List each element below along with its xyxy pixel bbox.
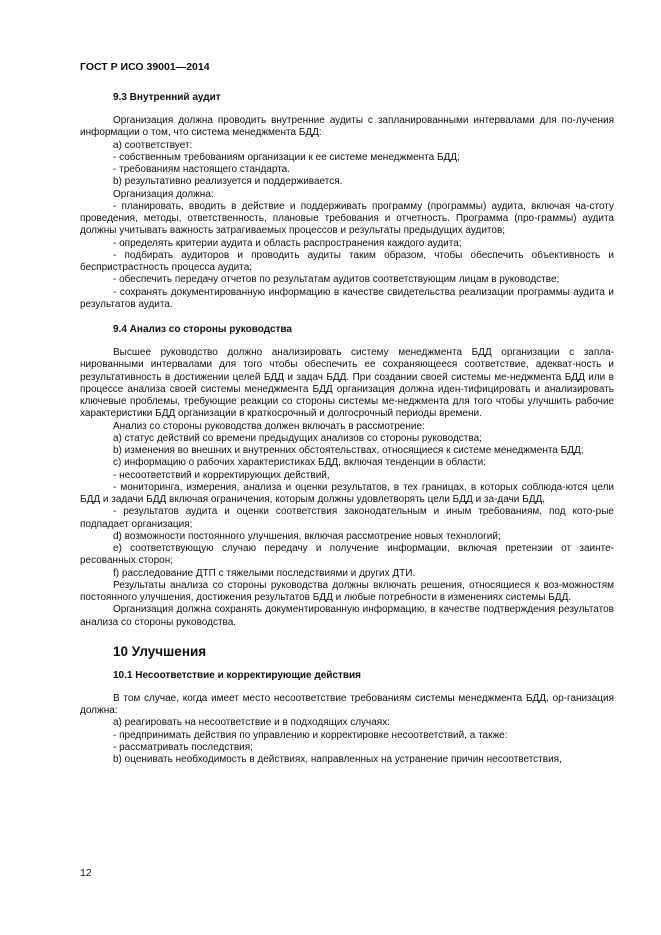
section-9-4-title: 9.4 Анализ со стороны руководства: [113, 324, 292, 335]
paragraph: - мониторинга, измерения, анализа и оценки результатов, в тех границах, в которых соблюда-ются цели БДД и задачи БДД включая ограничения, которым должны удовлетворять цели БДД и за-дачи БДД,: [80, 481, 614, 505]
paragraph: e) соответствующую случаю передачу и получение информации, включая претензии от заинте-ресованных сторон;: [80, 543, 614, 567]
paragraph: Анализ со стороны руководства должен включать в рассмотрение:: [113, 420, 425, 432]
paragraph: - предпринимать действия по управлению и корректировке несоответствий, а также:: [113, 729, 508, 741]
section-9-3-title: 9.3 Внутренний аудит: [113, 92, 221, 103]
paragraph: Высшее руководство должно анализировать систему менеджмента БДД организации с запла-нированными интервалами для того чтобы обеспечить ее сохраняющееся соответствие, адекват-ность и результативность в достижении целей БДД и задач БДД. При создании своей системы ме-неджмента БДД или в процессе анализа своей системы менеджмента БДД организация должна иден-тифицировать и анализировать ключевые проблемы, требующие реакции со стороны системы ме-неджмента для того чтобы улучшить рабочие характеристики БДД организации в краткосрочный и долгосрочный периоды времени.: [80, 347, 614, 420]
paragraph: Результаты анализа со стороны руководства должны включать решения, относящиеся к воз-можностям постоянного улучшения, достижения результатов БДД и любые потребности в изменениях системы БДД.: [80, 579, 614, 603]
paragraph: - обеспечить передачу отчетов по результатам аудитов соответствующим лицам в руководстве;: [113, 274, 560, 286]
paragraph: - сохранять документированную информацию в качестве свидетельства реализации программы аудита и результатов аудита.: [80, 286, 614, 310]
paragraph: - требованиям настоящего стандарта.: [113, 164, 290, 175]
paragraph: d) возможности постоянного улучшения, включая рассмотрение новых технологий;: [113, 530, 501, 542]
paragraph: Организация должна:: [113, 188, 214, 200]
paragraph: - рассматривать последствия;: [113, 741, 253, 753]
paragraph: b) результативно реализуется и поддерживается.: [113, 176, 343, 188]
section-10-title: 10 Улучшения: [113, 643, 207, 659]
paragraph: - подбирать аудиторов и проводить аудиты таким образом, чтобы обеспечить объективность и беспристрастность процесса аудита;: [80, 249, 614, 273]
paragraph: - определять критерии аудита и область распространения каждого аудита;: [113, 237, 462, 249]
paragraph: а) статус действий со времени предыдущих анализов со стороны руководства;: [113, 432, 482, 444]
page-number: 12: [80, 867, 92, 879]
paragraph: Организация должна проводить внутренние аудиты с запланированными интервалами для по-лучения информации о том, что система менеджмента БДД:: [80, 115, 614, 139]
paragraph: - планировать, вводить в действие и поддерживать программу (программы) аудита, включая ча-стоту проведения, методы, ответственность, плановые требования и отчетность. Программа (про-граммы) аудита должны учитывать важность затрагиваемых процессов и результаты предыдущих аудитов;: [80, 200, 614, 237]
paragraph: - результатов аудита и оценки соответствия законодательным и иным требованиям, под кото-рые подпадает организация;: [80, 506, 614, 530]
document-body: [80, 91, 614, 766]
paragraph: - несоответствий и корректирующих действий,: [113, 469, 330, 481]
paragraph: b) изменения во внешних и внутренних обстоятельствах, относящиеся к системе менеджмента БДД;: [113, 445, 584, 456]
paragraph: а) реагировать на несоответствие и в подходящих случаях:: [113, 717, 390, 729]
section-10-1-title: 10.1 Несоответствие и корректирующие действия: [113, 669, 362, 681]
paragraph: - собственным требованиям организации к ее системе менеджмента БДД;: [113, 151, 460, 163]
paragraph: В том случае, когда имеет место несоответствие требованиям системы менеджмента БДД, ор-ганизация должна:: [80, 692, 614, 716]
paragraph: а) соответствует:: [113, 139, 193, 151]
paragraph: f) расследование ДТП с тяжелыми последствиями и других ДТИ.: [113, 567, 416, 579]
paragraph: с) информацию о рабочих характеристиках БДД, включая тенденции в области:: [113, 457, 487, 469]
paragraph: Организация должна сохранять документированную информацию, в качестве подтверждения результатов анализа со стороны руководства.: [80, 604, 614, 628]
document-header: ГОСТ Р ИСО 39001—2014: [80, 61, 210, 73]
paragraph: b) оценивать необходимость в действиях, направленных на устранение причин несоответствия,: [113, 754, 562, 765]
